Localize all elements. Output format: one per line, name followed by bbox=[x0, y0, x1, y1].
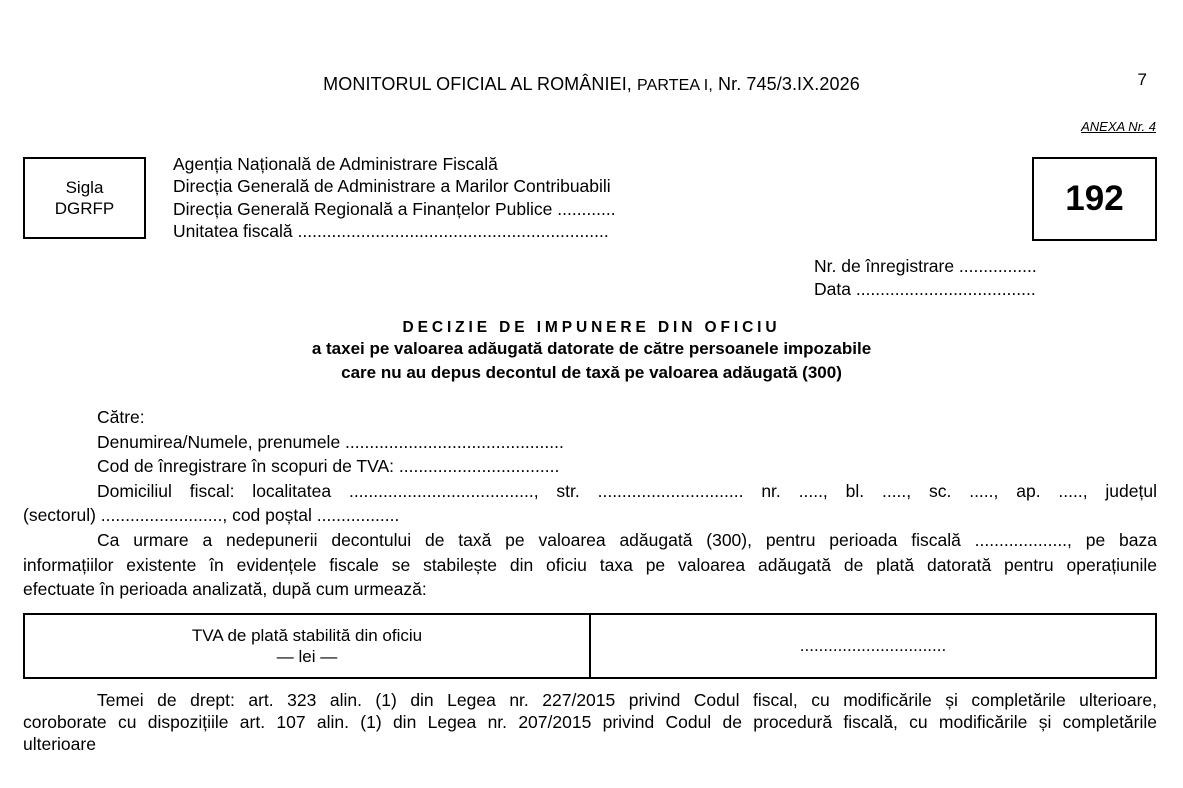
recipient-vat-code-field: Cod de înregistrare în scopuri de TVA: ................................. bbox=[97, 456, 560, 477]
institution-block bbox=[173, 153, 616, 242]
gazette-part: PARTEA I, bbox=[637, 77, 713, 94]
legal-line3: ulterioare bbox=[23, 734, 96, 754]
legal-basis bbox=[23, 689, 1157, 755]
page-number: 7 bbox=[1137, 70, 1147, 89]
title-main: DECIZIE DE IMPUNERE DIN OFICIU bbox=[402, 319, 781, 336]
title-sub1: a taxei pe valoarea adăugată datorate de către persoanele impozabile bbox=[311, 339, 872, 358]
institution-line3: Direcția Generală Regională a Finanțelor Publice ............ bbox=[173, 198, 616, 219]
gazette-title: MONITORUL OFICIAL AL ROMÂNIEI, bbox=[323, 74, 632, 94]
institution-line2: Direcția Generală de Administrare a Marilor Contribuabili bbox=[173, 176, 611, 197]
recipient-block bbox=[23, 405, 1157, 602]
registration-date: Data ..................................... bbox=[814, 278, 1036, 299]
sigla-line1: Sigla bbox=[65, 178, 104, 197]
document-title bbox=[0, 318, 1183, 385]
sigla-box bbox=[23, 157, 146, 239]
institution-line4: Unitatea fiscală ................................................................ bbox=[173, 220, 609, 241]
institution-line1: Agenția Națională de Administrare Fiscală bbox=[173, 154, 498, 174]
tva-unit: — lei — bbox=[276, 647, 338, 666]
form-code-box bbox=[1032, 157, 1157, 241]
registration-block bbox=[814, 255, 1037, 300]
paragraph-line3: efectuate în perioada analizată, după cum urmează: bbox=[23, 579, 427, 600]
gazette-issue: Nr. 745/3.IX.2026 bbox=[718, 74, 860, 94]
form-code: 192 bbox=[1065, 179, 1124, 218]
tva-label: TVA de plată stabilită din oficiu bbox=[191, 626, 423, 645]
legal-line2: coroborate cu dispozițiile art. 107 alin. (1) din Legea nr. 207/2015 privind Codul de procedură fiscală, cu modificările și completările bbox=[23, 712, 1157, 732]
tva-value: ............................... bbox=[799, 636, 947, 655]
paragraph-line2: informațiilor existente în evidențele fiscale se stabilește din oficiu taxa pe valoarea adăugată de plată datorată pentru operațiunile bbox=[23, 554, 1157, 575]
gazette-header bbox=[0, 74, 1183, 95]
recipient-name-field: Denumirea/Numele, prenumele ............................................. bbox=[97, 431, 564, 452]
tva-label-cell bbox=[25, 615, 591, 677]
recipient-address-line2: (sectorul) ........................., cod poștal ................. bbox=[23, 505, 400, 526]
paragraph-line1: Ca urmare a nedepunerii decontului de taxă pe valoarea adăugată (300), pentru perioada fiscală ..................., pe baza bbox=[97, 529, 1157, 550]
annex-label: ANEXA Nr. 4 bbox=[1081, 119, 1156, 134]
registration-number: Nr. de înregistrare ................ bbox=[814, 256, 1037, 276]
tva-table bbox=[23, 613, 1157, 679]
legal-line1: Temei de drept: art. 323 alin. (1) din Legea nr. 227/2015 privind Codul fiscal, cu modificările și completările ulterioare, bbox=[97, 690, 1157, 710]
sigla-line2: DGRFP bbox=[54, 199, 115, 218]
recipient-address-line1: Domiciliul fiscal: localitatea ......................................, str. .............................. nr. ....., bl. ....., sc. ....., ap. ....., județul bbox=[97, 480, 1157, 501]
tva-value-cell bbox=[591, 615, 1155, 677]
recipient-to: Către: bbox=[97, 407, 145, 427]
title-sub2: care nu au depus decontul de taxă pe valoarea adăugată (300) bbox=[341, 363, 842, 382]
